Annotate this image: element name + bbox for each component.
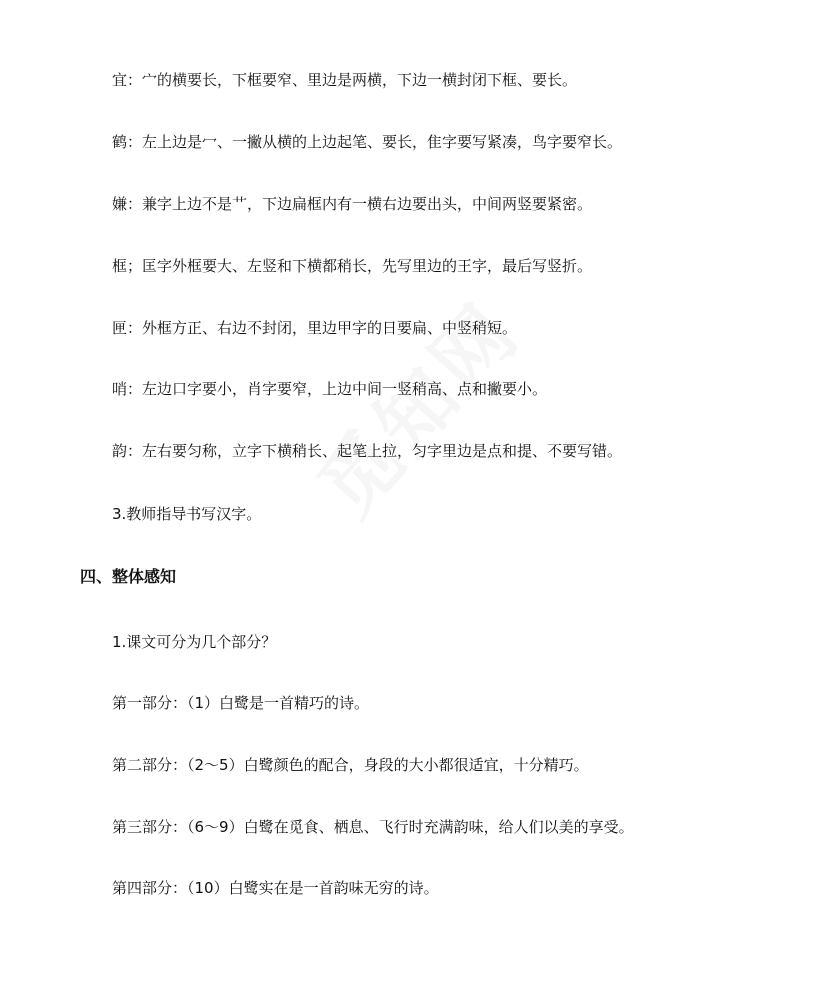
- part-three-line: 第三部分：（6～9）白鹭在觅食、栖息、飞行时充满韵味，给人们以美的享受。: [112, 818, 634, 836]
- part-two-line: 第二部分：（2～5）白鹭颜色的配合，身段的大小都很适宜，十分精巧。: [112, 756, 589, 774]
- stroke-guide-xian: 嫌：兼字上边不是艹，下边扁框内有一横右边要出头，中间两竖要紧密。: [112, 195, 593, 213]
- stroke-guide-yi: 宜：宀的横要长，下框要窄、里边是两横，下边一横封闭下框、要长。: [112, 71, 578, 89]
- stroke-guide-kuang: 框；匡字外框要大、左竖和下横都稍长，先写里边的王字，最后写竖折。: [112, 257, 593, 275]
- part-one-line: 第一部分：（1）白鹭是一首精巧的诗。: [112, 694, 370, 712]
- stroke-guide-he: 鹤：左上边是冖、一撇从横的上边起笔、要长，隹字要写紧凑，鸟字要窄长。: [112, 133, 623, 151]
- stroke-guide-xia: 匣：外框方正、右边不封闭，里边甲字的日要扁、中竖稍短。: [112, 319, 518, 337]
- stroke-guide-shao: 哨：左边口字要小，肖字要窄，上边中间一竖稍高、点和撇要小。: [112, 380, 548, 398]
- part-four-line: 第四部分：（10）白鹭实在是一首韵味无穷的诗。: [112, 879, 439, 897]
- watermark: [269, 250, 571, 570]
- section-heading: 四、整体感知: [80, 567, 177, 586]
- teacher-guidance-step: 3.教师指导书写汉字。: [112, 505, 262, 523]
- question-line: 1.课文可分为几个部分？: [112, 633, 277, 651]
- stroke-guide-yun: 韵：左右要匀称，立字下横稍长、起笔上拉，匀字里边是点和提、不要写错。: [112, 442, 623, 460]
